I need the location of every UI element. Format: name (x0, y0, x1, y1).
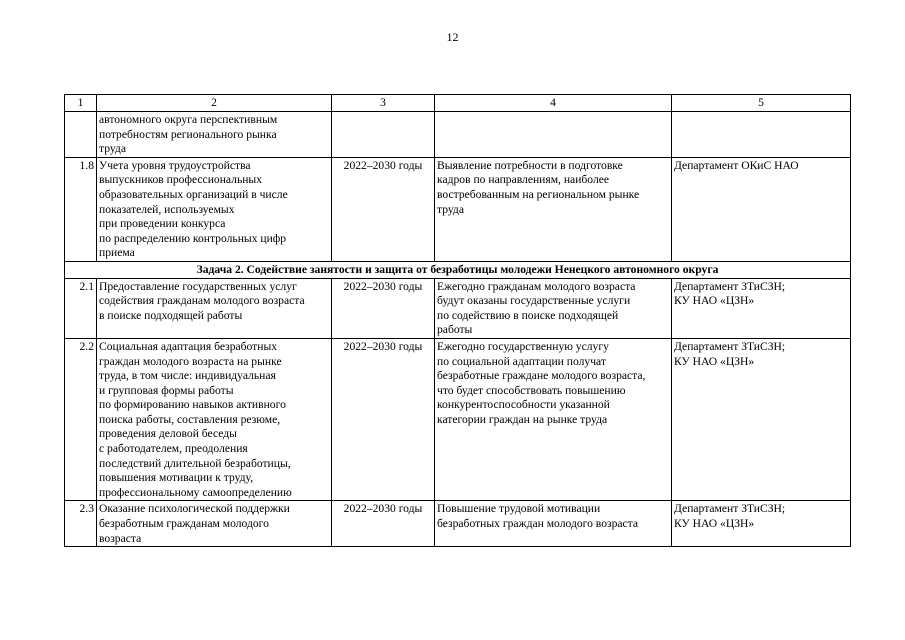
period-cell: 2022–2030 годы (332, 338, 435, 501)
cell-line: Социальная адаптация безработных (99, 339, 278, 353)
cell-line: в поиске подходящей работы (99, 308, 243, 322)
cell-line: по социальной адаптации получат (437, 354, 606, 368)
cell-line: показателей, используемых (99, 202, 235, 216)
cell-line: безработные граждане молодого возраста, (437, 369, 646, 383)
cell-line: кадров по направлениям, наиболее (437, 173, 610, 187)
cell-line: категории граждан на рынке труда (437, 412, 608, 426)
cell-line: Предоставление государственных услуг (99, 279, 297, 293)
result-cell (435, 278, 672, 338)
cell-line: труда (99, 142, 126, 156)
cell-line: потребностям регионального рынка (99, 127, 277, 141)
task-1-rows (65, 112, 851, 262)
table-row (65, 157, 851, 261)
cell-line: профессиональному самоопределению (99, 485, 292, 499)
cell-line: Департамент ЗТиСЗН; (674, 502, 786, 516)
cell-line: будут оказаны государственные услуги (437, 294, 631, 308)
result-cell (435, 338, 672, 501)
item-number: 1.8 (65, 157, 97, 261)
cell-line: возраста (99, 531, 142, 545)
event-cell (97, 112, 332, 158)
result-cell (435, 112, 672, 158)
page-number: 12 (446, 30, 459, 44)
result-cell (435, 157, 672, 261)
cell-line: содействия гражданам молодого возраста (99, 294, 305, 308)
cell-line: Департамент ОКиС НАО (674, 158, 799, 172)
cell-line: поиска работы, составления резюме, (99, 412, 281, 426)
cell-line: Департамент ЗТиСЗН; (674, 279, 786, 293)
cell-line: Оказание психологической поддержки (99, 502, 290, 516)
cell-line: работы (437, 323, 473, 337)
period-cell (332, 112, 435, 158)
cell-line: приема (99, 246, 135, 260)
item-number: 2.2 (65, 338, 97, 501)
responsible-cell (672, 157, 851, 261)
column-number: 5 (672, 95, 851, 112)
event-cell (97, 157, 332, 261)
cell-line: Департамент ЗТиСЗН; (674, 339, 786, 353)
responsible-cell (672, 278, 851, 338)
task-heading-row (65, 261, 851, 278)
column-number: 2 (97, 95, 332, 112)
cell-line: Учета уровня трудоустройства (99, 158, 251, 172)
task-2-rows (65, 278, 851, 547)
column-number-row (65, 95, 851, 112)
cell-line: граждан молодого возраста на рынке (99, 354, 282, 368)
cell-line: по формированию навыков активного (99, 398, 286, 412)
column-number: 4 (435, 95, 672, 112)
event-cell (97, 501, 332, 547)
cell-line: при проведении конкурса (99, 217, 226, 231)
cell-line: КУ НАО «ЦЗН» (674, 517, 755, 531)
item-number: 2.1 (65, 278, 97, 338)
responsible-cell (672, 501, 851, 547)
period-cell: 2022–2030 годы (332, 278, 435, 338)
cell-line: выпускников профессиональных (99, 173, 263, 187)
responsible-cell (672, 338, 851, 501)
task-2-heading: Задача 2. Содействие занятости и защита от безработицы молодежи Ненецкого автономного округа (65, 261, 851, 278)
cell-line: Повышение трудовой мотивации (437, 502, 601, 516)
period-cell: 2022–2030 годы (332, 501, 435, 547)
cell-line: образовательных организаций в числе (99, 187, 288, 201)
cell-line: труда (437, 202, 464, 216)
cell-line: что будет способствовать повышению (437, 383, 626, 397)
table-row (65, 338, 851, 501)
table-row (65, 278, 851, 338)
cell-line: последствий длительной безработицы, (99, 456, 291, 470)
cell-line: КУ НАО «ЦЗН» (674, 294, 755, 308)
cell-line: безработных граждан молодого возраста (437, 517, 639, 531)
cell-line: безработным гражданам молодого (99, 517, 269, 531)
table-row (65, 112, 851, 158)
cell-line: труда, в том числе: индивидуальная (99, 369, 276, 383)
cell-line: автономного округа перспективным (99, 113, 278, 126)
responsible-cell (672, 112, 851, 158)
cell-line: КУ НАО «ЦЗН» (674, 354, 755, 368)
event-cell (97, 278, 332, 338)
period-cell: 2022–2030 годы (332, 157, 435, 261)
cell-line: проведения деловой беседы (99, 427, 237, 441)
cell-line: по содействию в поиске подходящей (437, 308, 619, 322)
cell-line: и групповая формы работы (99, 383, 234, 397)
cell-line: востребованным на региональном рынке (437, 187, 640, 201)
cell-line: Ежегодно государственную услугу (437, 339, 609, 353)
cell-line: повышения мотивации к труду, (99, 471, 254, 485)
item-number (65, 112, 97, 158)
cell-line: по распределению контрольных цифр (99, 231, 287, 245)
cell-line: с работодателем, преодоления (99, 442, 248, 456)
result-cell (435, 501, 672, 547)
cell-line: конкурентоспособности указанной (437, 398, 610, 412)
column-number: 3 (332, 95, 435, 112)
table-row (65, 501, 851, 547)
cell-line: Ежегодно гражданам молодого возраста (437, 279, 636, 293)
item-number: 2.3 (65, 501, 97, 547)
event-cell (97, 338, 332, 501)
column-number: 1 (65, 95, 97, 112)
cell-line: Выявление потребности в подготовке (437, 158, 623, 172)
activity-plan-table (64, 94, 851, 547)
